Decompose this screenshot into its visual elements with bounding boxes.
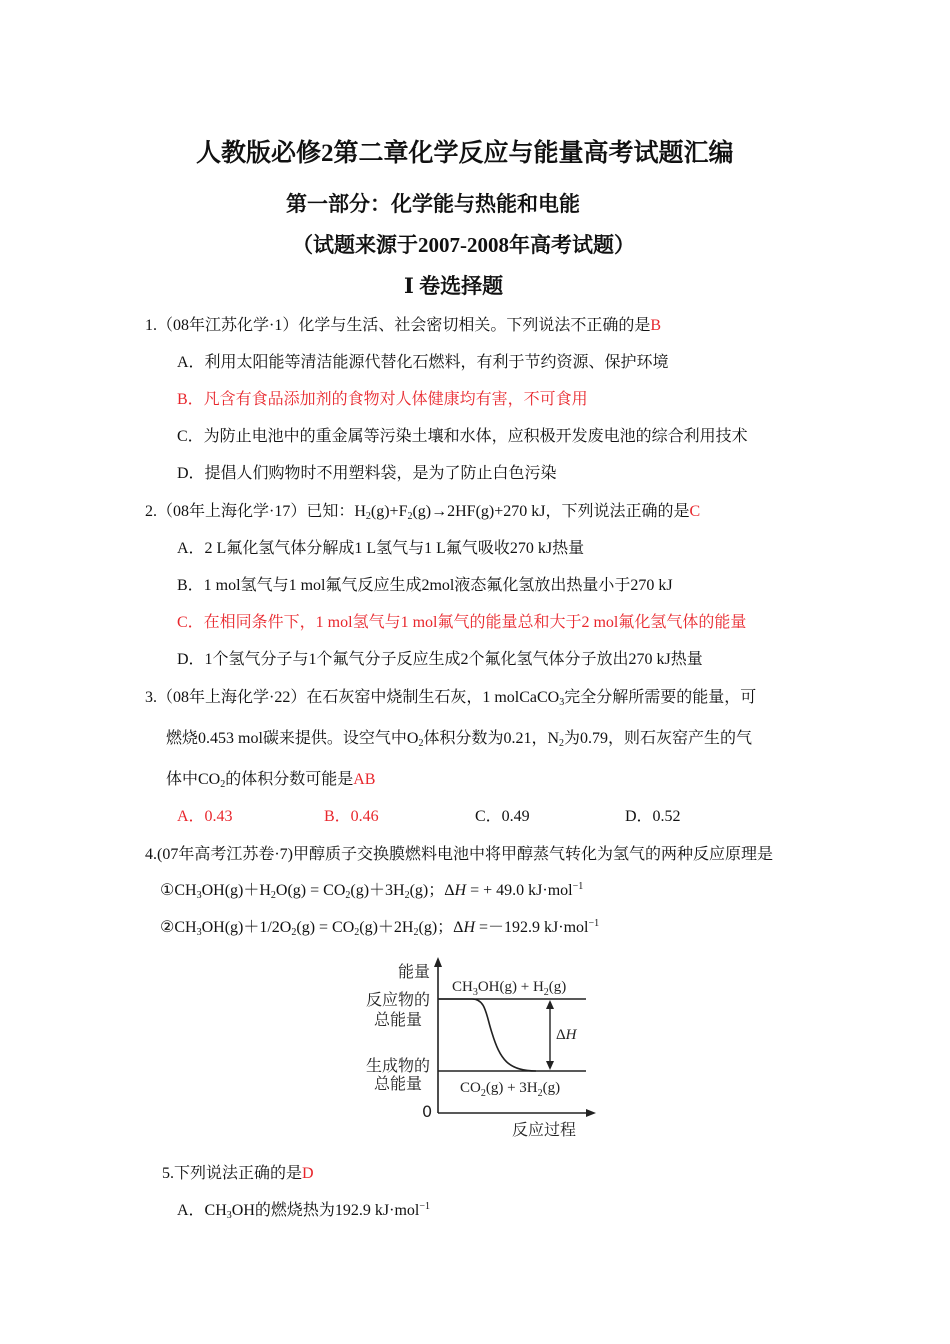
reaction-curve [438,999,536,1071]
question-text: 5.下列说法正确的是 [162,1165,303,1182]
eq-part: ①CH [160,882,197,899]
question-1-stem [145,312,661,335]
page-title: 人教版必修2第二章化学反应与能量高考试题汇编 [196,140,734,167]
question-2-stem [145,498,700,522]
option-part: A．CH [177,1202,227,1219]
origin-label: 0 [422,1102,433,1121]
stem-part: 为0.79，则石灰窑产生的气 [564,730,753,747]
question-3-stem-line-1 [145,684,756,708]
answer-key: C [689,503,701,520]
eq-part: (g)；Δ [409,882,455,899]
subscript: 2 [270,890,276,901]
option-a [177,1197,430,1221]
source-note: （试题来源于2007-2008年高考试题） [292,233,635,257]
option-b: B．0.46 [324,808,379,825]
stem-part: 完全分解所需要的能量，可 [564,689,757,706]
answer-key: AB [353,771,376,788]
stem-part: 体中CO [166,771,221,788]
eq-part: =－192.9 kJ·mol [475,919,589,936]
subscript: 2 [354,927,360,938]
option-a: A．0.43 [177,808,233,825]
eq-part: = + 49.0 kJ·mol [466,882,573,899]
subscript: 2 [345,890,351,901]
stem-part: (g)+F [370,503,408,520]
stem-part: 的体积分数可能是 [225,771,354,788]
y-axis-label: 能量 [398,962,431,981]
option-a: A．2 L氟化氢气体分解成1 L氢气与1 L氟气吸收270 kJ热量 [177,540,585,557]
delta-h-arrowhead-down [546,1061,554,1070]
eq-part: (g)＋2H [359,919,414,936]
subscript: 2 [413,927,419,938]
question-5-stem [162,1160,314,1183]
y-axis-arrow [434,957,442,967]
x-axis-label: 反应过程 [512,1120,577,1139]
eq-part: OH(g)＋H [201,882,271,899]
x-axis-arrow [586,1109,596,1117]
question-3-stem-line-2 [166,725,752,749]
delta-h-arrowhead-up [546,1000,554,1009]
option-c: C．0.49 [475,808,530,825]
subscript: 3 [559,697,565,708]
delta-h-label: ΔH [556,1027,577,1043]
answer-key: D [302,1165,314,1182]
option-b: B．1 mol氢气与1 mol氟气反应生成2mol液态氟化氢放出热量小于270 kJ [177,577,673,594]
option-d: D．提倡人们购物时不用塑料袋，是为了防止白色污染 [177,465,557,482]
stem-part: 燃烧0.453 mol碳来提供。设空气中O [166,730,419,747]
reaction-2 [160,914,599,938]
stem-part: 体积分数为0.21，N [423,730,560,747]
subscript: 2 [559,738,565,749]
option-d: D．1个氢气分子与1个氟气分子反应生成2个氟化氢气体分子放出270 kJ热量 [177,651,703,668]
subscript: 2 [404,890,410,901]
question-text: 1.（08年江苏化学·1）化学与生活、社会密切相关。下列说法不正确的是 [145,317,651,334]
subscript: 2 [418,738,424,749]
stem-part: 2.（08年上海化学·17）已知：H [145,503,366,520]
eq-part: (g) = CO [296,919,355,936]
part-heading: 第一部分：化学能与热能和电能 [286,192,580,216]
eq-part: O(g) = CO [275,882,346,899]
option-d: D．0.52 [625,808,681,825]
superscript: −1 [572,881,584,892]
stem-part: 3.（08年上海化学·22）在石灰窑中烧制生石灰，1 molCaCO [145,689,560,706]
enthalpy-symbol: H [454,882,467,899]
option-part: OH的燃烧热为192.9 kJ·mol [231,1202,420,1219]
subscript: 3 [226,1210,232,1221]
eq-part: (g)＋3H [350,882,405,899]
question-4-stem: 4.(07年高考江苏卷·7)甲醇质子交换膜燃料电池中将甲醇蒸气转化为氢气的两种反应原理是 [145,846,773,863]
section-heading: Ⅰ 卷选择题 [404,274,504,298]
reaction-1 [160,877,583,901]
subscript: 3 [196,890,202,901]
option-a: A．利用太阳能等清洁能源代替化石燃料，有利于节约资源、保护环境 [177,354,669,371]
superscript: −1 [588,918,600,929]
reactant-formula: $CH_3OH(g) + H_2(g)$ [452,979,567,998]
answer-key: B [650,317,662,334]
option-b: B．凡含有食品添加剂的食物对人体健康均有害，不可食用 [177,391,588,408]
option-c: C．在相同条件下，1 mol氢气与1 mol氟气的能量总和大于2 mol氟化氢气体的能量 [177,614,747,631]
energy-diagram [360,955,600,1145]
reactant-label-line-2: 总能量 [374,1010,423,1029]
product-label-line-1: 生成物的 [366,1056,431,1075]
stem-part: (g)→2HF(g)+270 kJ，下列说法正确的是 [412,503,690,520]
eq-part: OH(g)＋1/2O [201,919,292,936]
reactant-label-line-1: 反应物的 [366,990,431,1009]
question-3-stem-line-3 [166,766,375,790]
subscript: 2 [220,779,226,790]
subscript: 3 [196,927,202,938]
superscript: −1 [419,1201,430,1212]
eq-part: ②CH [160,919,197,936]
enthalpy-symbol: H [463,919,475,936]
product-formula: $CO_2(g) + 3H_2(g)$ [460,1080,561,1099]
subscript: 2 [407,511,413,522]
subscript: 2 [365,511,371,522]
product-label-line-2: 总能量 [374,1074,423,1093]
eq-part: (g)；Δ [418,919,464,936]
option-c: C．为防止电池中的重金属等污染土壤和水体，应积极开发废电池的综合利用技术 [177,428,748,445]
subscript: 2 [291,927,297,938]
